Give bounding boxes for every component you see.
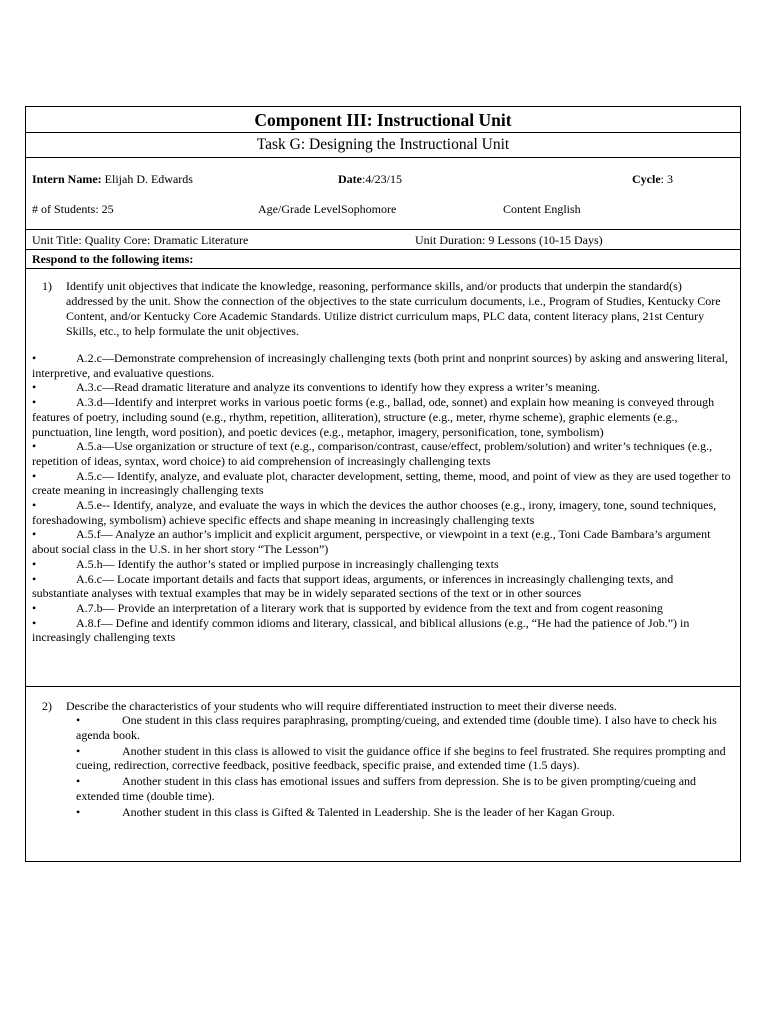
cycle-value: : 3 — [660, 172, 673, 186]
differentiation-list — [76, 713, 731, 821]
standard-item: • A.2.c—Demonstrate comprehension of increasingly challenging texts (both print and nonprint sources) by asking and answering literal, interpretive, and evaluative questions. — [32, 351, 728, 380]
question-1-number: 1) — [42, 279, 52, 293]
question-2-section — [26, 687, 740, 863]
date — [338, 172, 402, 187]
standard-item: • A.5.e-- Identify, analyze, and evaluate the ways in which the devices the author chooses (e.g., irony, imagery, tone, sound techniques, foreshadowing, symbolism) achieve specific effects and shape meaning in increasingly challenging texts — [32, 498, 717, 527]
respond-heading — [26, 250, 740, 269]
standard-item: • A.8.f— Define and identify common idioms and literary, classical, and biblical allusions (e.g., “He had the patience of Job.”) in increasingly challenging texts — [32, 615, 690, 645]
unit-info-row — [26, 230, 740, 250]
date-value: :4/23/15 — [362, 172, 403, 186]
instructional-unit-form — [25, 106, 741, 862]
respond-label: Respond to the following items: — [32, 252, 194, 266]
intern-name — [32, 172, 193, 187]
standard-item: • A.3.d—Identify and interpret works in various poetic forms (e.g., ballad, ode, sonnet) and explain how meaning is conveyed through features of poetry, including sound (e.g., rhythm, repetition, alliteration), structure (e.g., meter, rhyme scheme), graphic elements (e.g., punctuation, line length, word position), and poetic devices (e.g., metaphor, imagery, personification, tone, symbolism) — [32, 395, 715, 439]
grade-level: Age/Grade LevelSophomore — [258, 202, 397, 216]
standard-item: • A.7.b— Provide an interpretation of a literary work that is supported by evidence from the text and from cogent reasoning — [32, 600, 663, 615]
standard-item: • A.5.c— Identify, analyze, and evaluate plot, character development, setting, theme, mood, and point of view as they are used together to create meaning in increasingly challenging texts — [32, 468, 731, 498]
standards-list — [32, 351, 732, 645]
question-2-number: 2) — [42, 699, 52, 713]
unit-duration: Unit Duration: 9 Lessons (10-15 Days) — [415, 233, 603, 247]
unit-title: Unit Title: Quality Core: Dramatic Literature — [32, 233, 249, 247]
question-1-text: Identify unit objectives that indicate the knowledge, reasoning, performance skills, and/or products that underpin the standard(s) addressed by the unit. Show the connection of the objectives to the state curriculum documents, i.e., Program of Studies, Kentucky Core Content, and/or Kentucky Core Academic Standards. Utilize district curriculum maps, PLC data, content literacy plans, 21st Century Skills, etc., to help formulate the unit objectives. — [66, 279, 721, 338]
intern-info-section — [26, 158, 740, 230]
task-title: Task G: Designing the Instructional Unit — [26, 133, 740, 158]
intern-name-value: Elijah D. Edwards — [101, 172, 193, 186]
content-area: Content English — [503, 202, 581, 216]
student-need-item: • One student in this class requires paraphrasing, prompting/cueing, and extended time (double time). I also have to check his agenda book. — [76, 713, 717, 742]
standard-item: • A.5.h— Identify the author’s stated or implied purpose in increasingly challenging texts — [32, 556, 499, 571]
cycle-label: Cycle — [632, 172, 661, 186]
standard-item: • A.5.f— Analyze an author’s implicit and explicit argument, perspective, or viewpoint in a text (e.g., Toni Cade Bambara’s argument about social class in the U.S. in her short story “The Lesson”) — [32, 527, 711, 557]
cycle — [632, 172, 673, 187]
student-need-item: • Another student in this class is Gifted & Talented in Leadership. She is the leader of her Kagan Group. — [76, 804, 615, 819]
standard-item: • A.6.c— Locate important details and facts that support ideas, arguments, or inferences in increasingly challenging texts, and substantiate analyses with textual examples that may be in widely separated sections of the text or in other sources — [32, 571, 674, 601]
student-need-item: • Another student in this class is allowed to visit the guidance office if she begins to feel frustrated. She requires prompting and cueing, redirection, corrective feedback, positive feedback, specific praise, and extended time (1.5 days). — [76, 743, 726, 773]
question-2-text: Describe the characteristics of your students who will require differentiated instruction to meet their diverse needs. — [66, 699, 617, 713]
date-label: Date — [338, 172, 362, 186]
question-1-section — [26, 269, 740, 687]
student-need-item: • Another student in this class has emotional issues and suffers from depression. She is to be given prompting/cueing and extended time (double time). — [76, 774, 697, 803]
standard-item: • A.3.c—Read dramatic literature and analyze its conventions to identify how they express a writer’s meaning. — [32, 380, 600, 395]
student-count: # of Students: 25 — [32, 202, 114, 216]
intern-name-label: Intern Name: — [32, 172, 102, 186]
component-title: Component III: Instructional Unit — [26, 107, 740, 133]
standard-item: • A.5.a—Use organization or structure of text (e.g., comparison/contrast, cause/effect, problem/solution) and writer’s techniques (e.g., repetition of ideas, syntax, word choice) to aid comprehension of increasingly challenging texts — [32, 439, 713, 468]
